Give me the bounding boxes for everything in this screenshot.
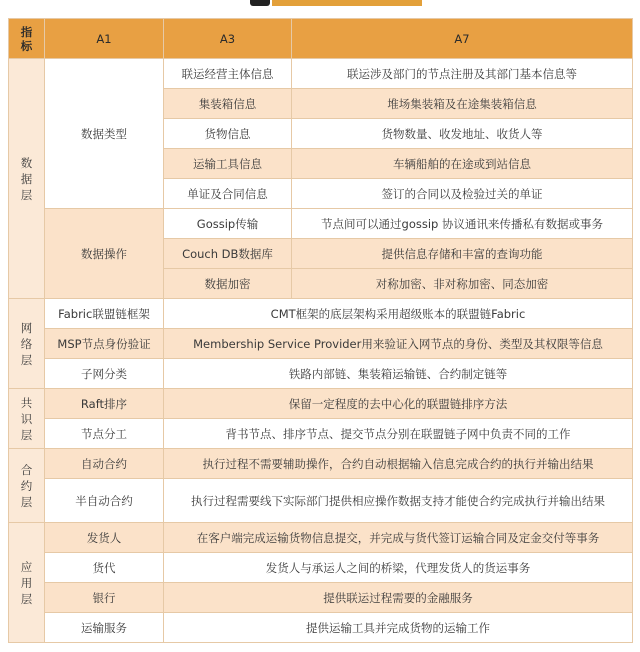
- layer-label-app: 应 用 层: [9, 523, 45, 643]
- a1-cell: 货代: [45, 553, 164, 583]
- table-row: [9, 449, 633, 479]
- a37-cell: 执行过程需要线下实际部门提供相应操作数据支持才能使合约完成执行并输出结果: [164, 479, 633, 523]
- table-row: [9, 59, 633, 89]
- a7-cell: 货物数量、收发地址、收货人等: [292, 119, 633, 149]
- a3-cell: 单证及合同信息: [164, 179, 292, 209]
- a1-cell: 节点分工: [45, 419, 164, 449]
- a1-cell: MSP节点身份验证: [45, 329, 164, 359]
- title-highlight: [272, 0, 422, 6]
- table-row: [9, 359, 633, 389]
- table-row: [9, 329, 633, 359]
- a1-cell: Raft排序: [45, 389, 164, 419]
- a1-cell: 子网分类: [45, 359, 164, 389]
- table-row: [9, 209, 633, 239]
- a37-cell: 背书节点、排序节点、提交节点分别在联盟链子网中负责不同的工作: [164, 419, 633, 449]
- table-row: [9, 553, 633, 583]
- header-a7: A7: [292, 19, 633, 59]
- a3-cell: Couch DB数据库: [164, 239, 292, 269]
- data-ops-cell: 数据操作: [45, 209, 164, 299]
- header-a1: A1: [45, 19, 164, 59]
- data-types-cell: 数据类型: [45, 59, 164, 209]
- layer-label-network: 网 络 层: [9, 299, 45, 389]
- a1-cell: 自动合约: [45, 449, 164, 479]
- table-row: [9, 479, 633, 523]
- a1-cell: 半自动合约: [45, 479, 164, 523]
- table-row: [9, 389, 633, 419]
- header-row: [9, 19, 633, 59]
- a7-cell: 堆场集装箱及在途集装箱信息: [292, 89, 633, 119]
- layer-label-contract: 合 约 层: [9, 449, 45, 523]
- a3-cell: 货物信息: [164, 119, 292, 149]
- cropped-title-bar: [0, 0, 640, 18]
- a37-cell: 保留一定程度的去中心化的联盟链排序方法: [164, 389, 633, 419]
- title-icon: [250, 0, 270, 6]
- a7-cell: 车辆船舶的在途或到站信息: [292, 149, 633, 179]
- a37-cell: 执行过程不需要辅助操作，合约自动根据输入信息完成合约的执行并输出结果: [164, 449, 633, 479]
- a1-cell: 发货人: [45, 523, 164, 553]
- a3-cell: 集装箱信息: [164, 89, 292, 119]
- a37-cell: 提供运输工具并完成货物的运输工作: [164, 613, 633, 643]
- a1-cell: 运输服务: [45, 613, 164, 643]
- a3-cell: 运输工具信息: [164, 149, 292, 179]
- table-row: [9, 523, 633, 553]
- a7-cell: 联运涉及部门的节点注册及其部门基本信息等: [292, 59, 633, 89]
- table-row: [9, 583, 633, 613]
- a37-cell: 提供联运过程需要的金融服务: [164, 583, 633, 613]
- a7-cell: 节点间可以通过gossip 协议通讯来传播私有数据或事务: [292, 209, 633, 239]
- table-row: [9, 299, 633, 329]
- architecture-table: [8, 18, 633, 643]
- a7-cell: 签订的合同以及检验过关的单证: [292, 179, 633, 209]
- table-row: [9, 613, 633, 643]
- a1-cell: Fabric联盟链框架: [45, 299, 164, 329]
- a7-cell: 提供信息存储和丰富的查询功能: [292, 239, 633, 269]
- a37-cell: 铁路内部链、集装箱运输链、合约制定链等: [164, 359, 633, 389]
- a37-cell: CMT框架的底层架构采用超级账本的联盟链Fabric: [164, 299, 633, 329]
- header-indicator: 指 标: [9, 19, 45, 59]
- a1-cell: 银行: [45, 583, 164, 613]
- a37-cell: Membership Service Provider用来验证入网节点的身份、类型及其权限等信息: [164, 329, 633, 359]
- layer-label-data: 数 据 层: [9, 59, 45, 299]
- header-a3: A3: [164, 19, 292, 59]
- a3-cell: Gossip传输: [164, 209, 292, 239]
- a3-cell: 数据加密: [164, 269, 292, 299]
- layer-label-consensus: 共 识 层: [9, 389, 45, 449]
- a37-cell: 发货人与承运人之间的桥梁，代理发货人的货运事务: [164, 553, 633, 583]
- a3-cell: 联运经营主体信息: [164, 59, 292, 89]
- table-row: [9, 419, 633, 449]
- a37-cell: 在客户端完成运输货物信息提交，并完成与货代签订运输合同及定金交付等事务: [164, 523, 633, 553]
- a7-cell: 对称加密、非对称加密、同态加密: [292, 269, 633, 299]
